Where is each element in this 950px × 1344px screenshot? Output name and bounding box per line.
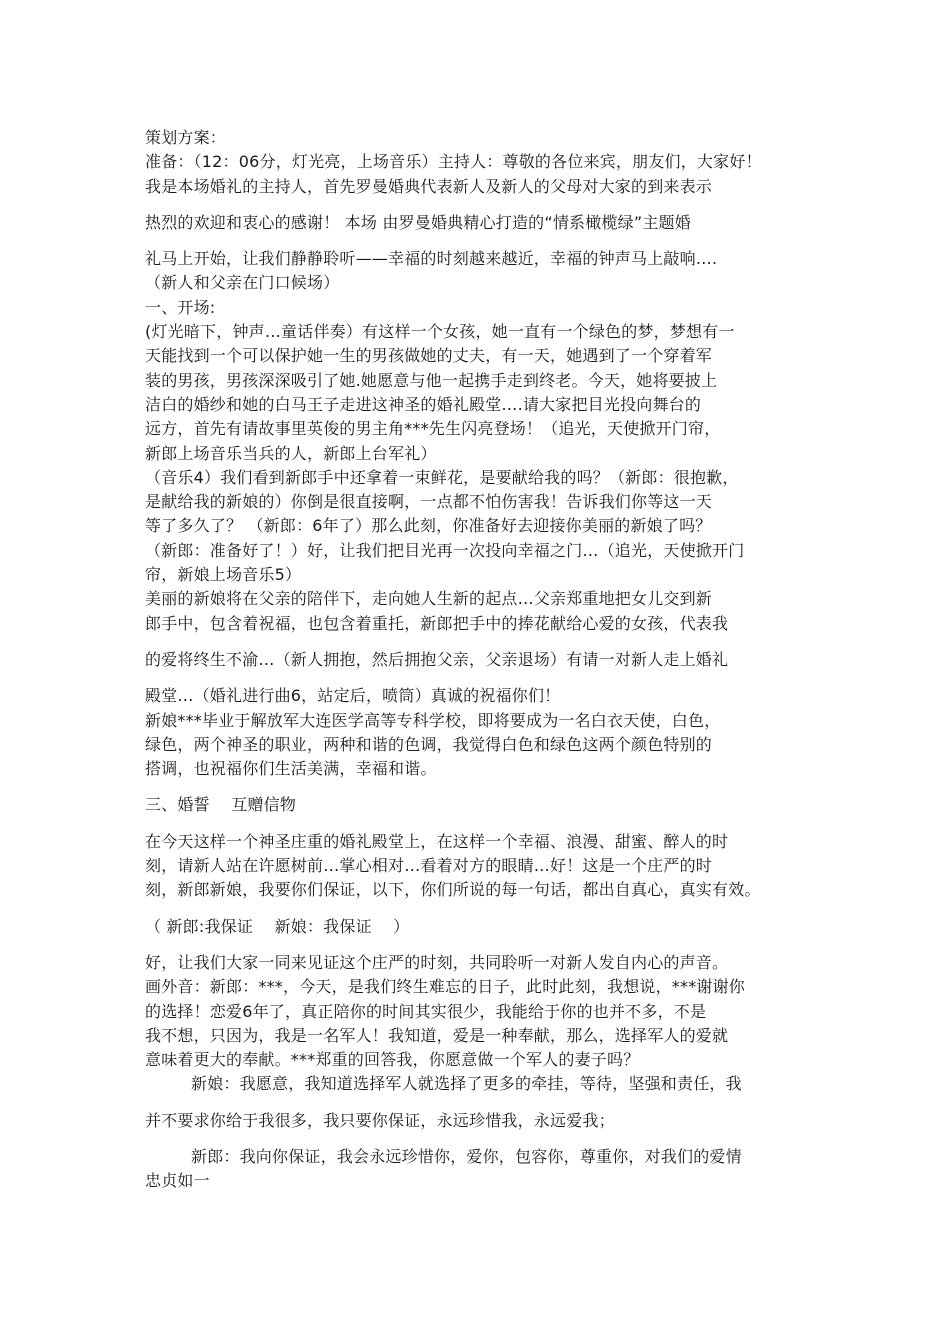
text-line: 装的男孩，男孩深深吸引了她.她愿意与他一起携手走到终老。今天，她将要披上 bbox=[145, 370, 718, 390]
text-line: 殿堂…（婚礼进行曲6，站定后，喷筒）真诚的祝福你们！ bbox=[145, 686, 561, 706]
section-heading-vows: 三、婚誓 互赠信物 bbox=[145, 795, 297, 815]
text-line: (灯光暗下，钟声…童话伴奏）有这样一个女孩，她一直有一个绿色的梦，梦想有一 bbox=[145, 322, 735, 342]
text-line: （新人和父亲在门口候场） bbox=[145, 273, 340, 293]
text-line: 刻，请新人站在许愿树前…掌心相对…看着对方的眼睛…好！这是一个庄严的时 bbox=[145, 856, 713, 876]
text-line: 画外音：新郎：***，今天，是我们终生难忘的日子，此时此刻，我想说，***谢谢你 bbox=[145, 977, 746, 997]
plan-title: 策划方案： bbox=[145, 128, 227, 147]
text-line: 郎手中，包含着祝福，也包含着重托，新郎把手中的捧花献给心爱的女孩，代表我 bbox=[145, 613, 729, 633]
text-line: 并不要求你给于我很多，我只要你保证，永远珍惜我，永远爱我； bbox=[145, 1110, 615, 1130]
text-line: 好，让我们大家一同来见证这个庄严的时刻，共同聆听一对新人发自内心的声音。 bbox=[145, 952, 729, 972]
document-body bbox=[145, 126, 813, 1194]
text-line: 新娘***毕业于解放军大连医学高等专科学校，即将要成为一名白衣天使，白色， bbox=[145, 710, 721, 730]
text-line: 美丽的新娘将在父亲的陪伴下，走向她人生新的起点…父亲郑重地把女儿交到新 bbox=[145, 589, 713, 609]
text-line: 天能找到一个可以保护她一生的男孩做她的丈夫，有一天，她遇到了一个穿着军 bbox=[145, 346, 713, 366]
text-line: 的爱将终生不渝…（新人拥抱，然后拥抱父亲，父亲退场）有请一对新人走上婚礼 bbox=[145, 649, 729, 669]
text-line: （新郎：准备好了！）好，让我们把目光再一次投向幸福之门…（追光，天使掀开门 bbox=[145, 540, 745, 560]
text-line: （音乐4）我们看到新郎手中还拿着一束鲜花，是要献给我的吗？（新郎：很抱歉， bbox=[145, 467, 739, 487]
text-line: 洁白的婚纱和她的白马王子走进这神圣的婚礼殿堂….请大家把目光投向舞台的 bbox=[145, 394, 702, 414]
text-line: 新郎上场音乐当兵的人，新郎上台军礼） bbox=[145, 443, 437, 463]
text-line: （ 新郎:我保证 新娘：我保证 ） bbox=[145, 916, 410, 936]
text-line: 帘，新娘上场音乐5） bbox=[145, 565, 302, 585]
text-line: 等了多久了？ （新郎：6年了）那么此刻，你准备好去迎接你美丽的新娘了吗？ bbox=[145, 516, 712, 536]
text-line: 的选择！恋爱6年了，真正陪你的时间其实很少，我能给于你的也并不多，不是 bbox=[145, 1001, 707, 1021]
text-line: 远方，首先有请故事里英俊的男主角***先生闪亮登场！（追光，天使掀开门帘， bbox=[145, 419, 721, 439]
text-line: 准备：（12：06分，灯光亮，上场音乐）主持人：尊敬的各位来宾，朋友们，大家好！ bbox=[145, 152, 762, 172]
text-line: 新郎：我向你保证，我会永远珍惜你，爱你，包容你，尊重你，对我们的爱情 bbox=[191, 1146, 742, 1166]
text-line: 搭调，也祝福你们生活美满，幸福和谐。 bbox=[145, 759, 437, 779]
text-line: 在今天这样一个神圣庄重的婚礼殿堂上，在这样一个幸福、浪漫、甜蜜、醉人的时 bbox=[145, 831, 729, 851]
text-line: 我是本场婚礼的主持人，首先罗曼婚典代表新人及新人的父母对大家的到来表示 bbox=[145, 176, 713, 196]
text-line: 意味着更大的奉献。***郑重的回答我，你愿意做一个军人的妻子吗？ bbox=[145, 1050, 640, 1070]
text-line: 是献给我的新娘的）你倒是很直接啊，一点都不怕伤害我！告诉我们你等这一天 bbox=[145, 492, 713, 512]
text-line: 忠贞如一 bbox=[145, 1171, 210, 1191]
text-line: 刻，新郎新娘，我要你们保证，以下，你们所说的每一句话，都出自真心，真实有效。 bbox=[145, 880, 761, 900]
text-line: 礼马上开始，让我们静静聆听——幸福的时刻越来越近，幸福的钟声马上敲响…. bbox=[145, 249, 718, 269]
text-line: 热烈的欢迎和衷心的感谢！ 本场 由罗曼婚典精心打造的“情系橄榄绿”主题婚 bbox=[145, 212, 691, 232]
text-line: 我不想，只因为，我是一名军人！我知道，爱是一种奉献，那么，选择军人的爱就 bbox=[145, 1025, 729, 1045]
text-line: 绿色，两个神圣的职业，两种和谐的色调，我觉得白色和绿色这两个颜色特别的 bbox=[145, 734, 713, 754]
text-line: 新娘：我愿意，我知道选择军人就选择了更多的牵挂，等待，坚强和责任，我 bbox=[191, 1074, 742, 1094]
section-heading-opening: 一、开场: bbox=[145, 297, 216, 317]
